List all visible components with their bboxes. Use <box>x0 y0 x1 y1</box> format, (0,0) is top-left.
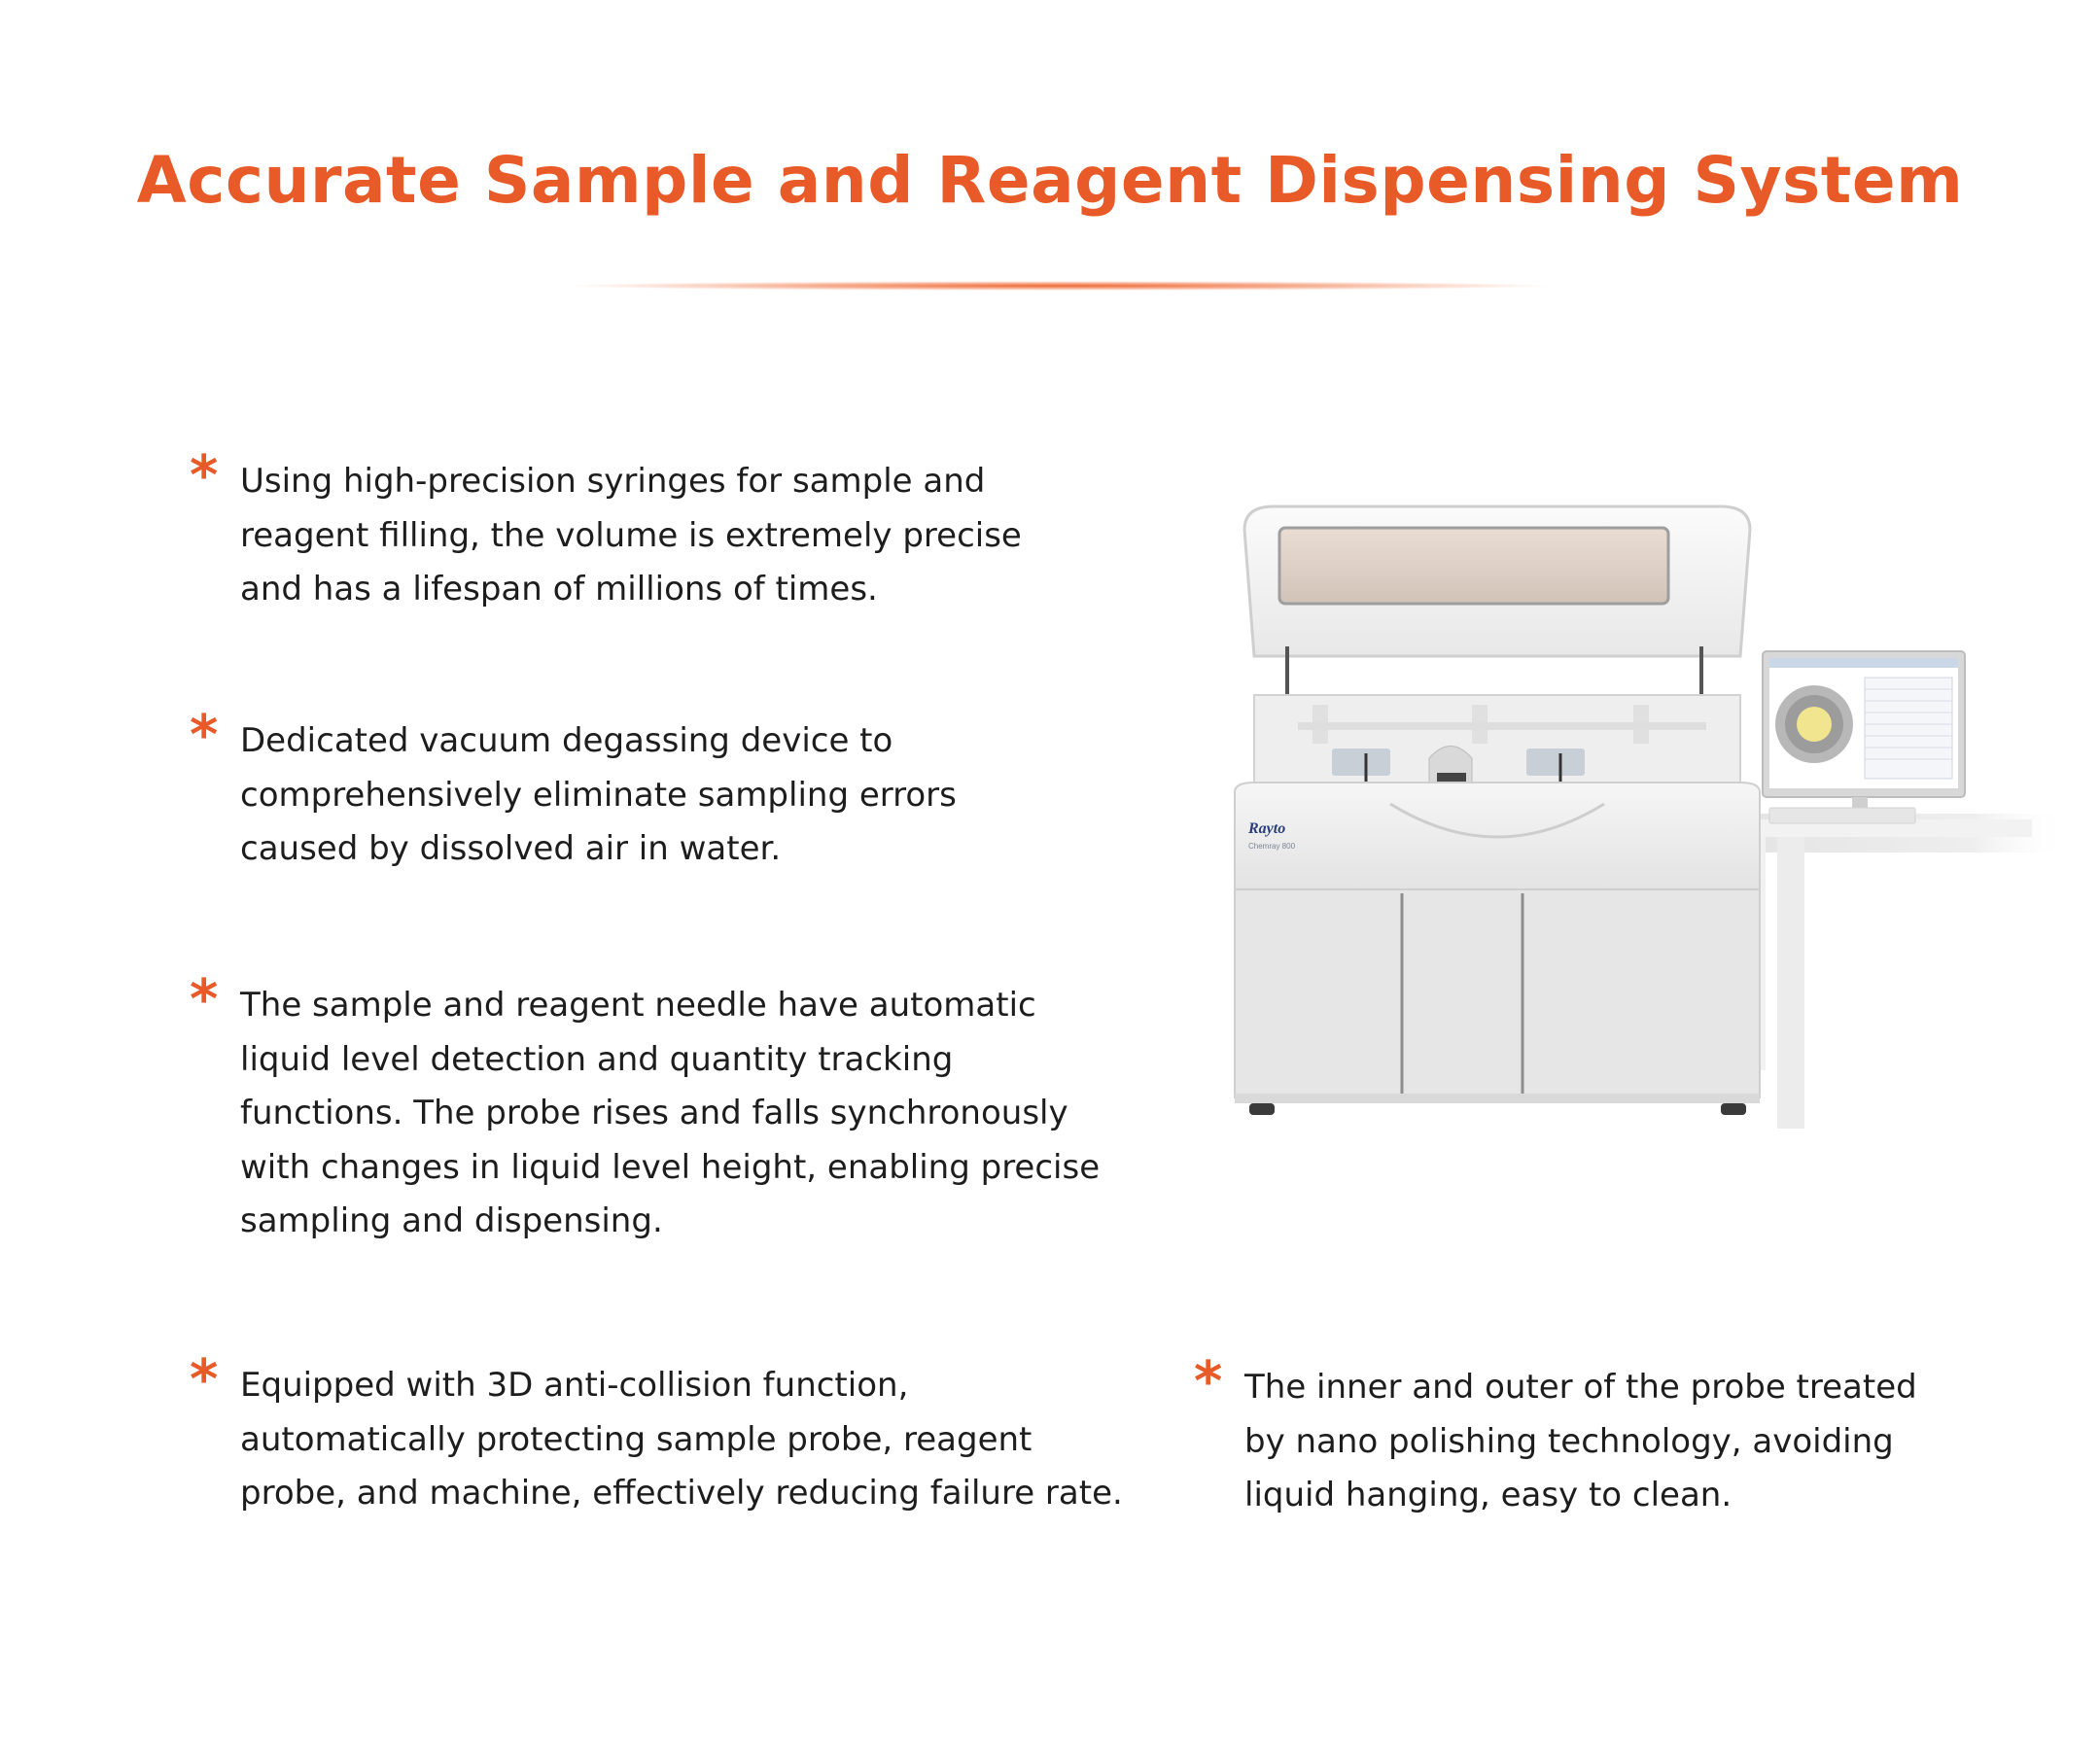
feature-item-nano-polishing <box>1194 1350 1917 1523</box>
feature-text: The inner and outer of the probe treated by nano polishing technology, avoiding liquid hanging, easy to clean. <box>1244 1368 1917 1514</box>
feature-text: Dedicated vacuum degassing device to comprehensively eliminate sampling errors caused by dissolved air in water. <box>240 721 957 868</box>
feature-item-anti-collision <box>190 1348 1123 1521</box>
feature-text: The sample and reagent needle have automatic liquid level detection and quantity tracking functions. The probe rises and falls synchronously with changes in liquid level height, enabling precise sampling and dispensing. <box>240 986 1101 1240</box>
asterisk-bullet-icon: * <box>190 968 219 1031</box>
feature-text: Using high-precision syringes for sample and reagent filling, the volume is extremely precise and has a lifespan of millions of times. <box>240 462 1022 609</box>
title-divider <box>564 281 1556 291</box>
brand-label: Rayto <box>1248 820 1286 837</box>
feature-item-level-detection <box>190 968 1101 1249</box>
asterisk-bullet-icon: * <box>190 1348 219 1411</box>
asterisk-bullet-icon: * <box>1194 1350 1223 1413</box>
feature-item-degassing <box>190 704 957 877</box>
chemistry-analyzer-illustration <box>1196 491 2071 1162</box>
feature-text: Equipped with 3D anti-collision function, automatically protecting sample probe, reagent probe, and machine, effectively reducing failure rate. <box>240 1366 1123 1513</box>
asterisk-bullet-icon: * <box>190 704 219 767</box>
page-title: Accurate Sample and Reagent Dispensing System <box>136 143 1964 218</box>
model-label: Chemray 800 <box>1248 842 1296 851</box>
asterisk-bullet-icon: * <box>190 444 219 507</box>
feature-item-syringes <box>190 444 1022 617</box>
